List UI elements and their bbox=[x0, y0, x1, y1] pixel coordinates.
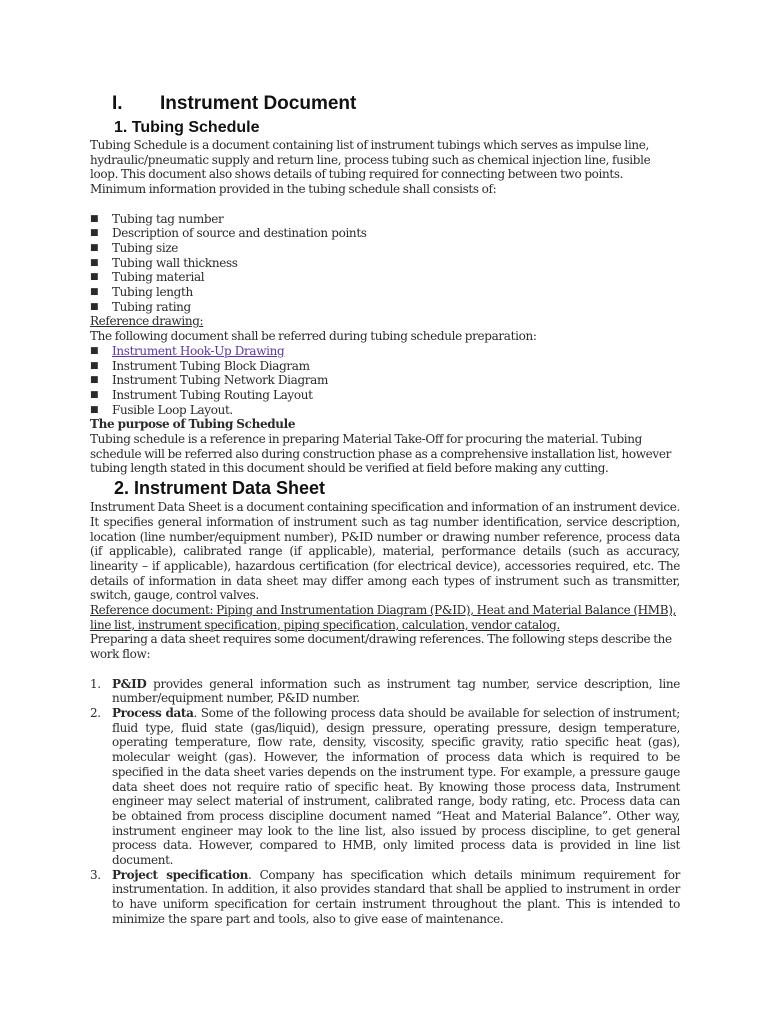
tubing-info-list bbox=[90, 212, 680, 315]
tubing-min-info: Minimum information provided in the tubing schedule shall consists of: bbox=[90, 182, 497, 197]
list-item: 3. Project specification. Company has specification which details minimum requirement for instrumentation. In addition, it also provides standard that shall be applied to instrument in order to have uniform specification for certain instrument throughout the plant. This is intended to minimize the spare part and tools, also to give ease of maintenance. bbox=[90, 867, 680, 926]
document-page bbox=[90, 90, 680, 927]
list-item: ■ Instrument Tubing Network Diagram bbox=[90, 373, 328, 388]
hook-up-drawing-link[interactable]: Instrument Hook-Up Drawing bbox=[112, 343, 285, 358]
reference-drawing-intro: The following document shall be referred during tubing schedule preparation: bbox=[90, 329, 537, 344]
data-sheet-heading: 2. Instrument Data Sheet bbox=[114, 478, 326, 499]
list-item: ■ Tubing wall thickness bbox=[90, 255, 238, 270]
list-item: ■ Tubing length bbox=[90, 285, 193, 300]
list-item: 1. P&ID provides general information such as instrument tag number, service description, line number/equipment number, P&ID number. bbox=[90, 676, 680, 706]
list-item: ■ Tubing size bbox=[90, 240, 179, 255]
data-sheet-intro: Instrument Data Sheet is a document containing specification and information of an instrument device. It specifies general information of instrument such as tag number identification, service description, location (line number/equipment number), P&ID number or drawing number reference, process data (if applicable), calibrated range (if applicable), material, performance details (such as accuracy, linearity – if applicable), hazardous certification (for electrical device), accessories required, etc. The details of information in data sheet may differ among each types of instrument such as transmitter, switch, gauge, control valves. bbox=[90, 500, 680, 603]
list-item: ■ Tubing material bbox=[90, 270, 205, 285]
step-title: Process data bbox=[112, 705, 194, 720]
tubing-intro: Tubing Schedule is a document containing list of instrument tubings which serves as impulse line, hydraulic/pneumatic supply and return line, process tubing such as chemical injection line, fusible loop. This document also shows details of tubing required for connecting between two points. bbox=[90, 138, 651, 182]
list-item: ■ Instrument Hook-Up Drawing bbox=[90, 343, 285, 358]
list-item: ■ Instrument Tubing Block Diagram bbox=[90, 358, 310, 373]
list-item: 2. Process data. Some of the following process data should be available for selection of instrument; fluid type, fluid state (gas/liquid), design pressure, operating pressure, design temperature, operating temperature, flow rate, density, viscosity, specific gravity, ratio specific heat (gas), molecular weight (gas). However, the information of process data which is required to be specified in the data sheet varies depends on the instrument type. For example, a pressure gauge data sheet does not require ratio of specific heat. By knowing those process data, Instrument engineer may select material of instrument, calibrated range, body rating, etc. Process data can be obtained from process discipline document named “Heat and Material Balance”. Other way, instrument engineer may look to the line list, also issued by process discipline, to get general process data. However, compared to HMB, only limited process data is provided in line list document. bbox=[90, 705, 681, 868]
reference-drawing-list bbox=[90, 344, 680, 418]
list-item: ■ Tubing tag number bbox=[90, 211, 224, 226]
list-item: ■ Description of source and destination points bbox=[90, 226, 367, 241]
step-title: Project specification bbox=[112, 867, 248, 882]
reference-drawing-label: Reference drawing: bbox=[90, 314, 204, 329]
list-item: ■ Instrument Tubing Routing Layout bbox=[90, 387, 313, 402]
list-item: ■ Fusible Loop Layout. bbox=[90, 402, 233, 417]
workflow-steps bbox=[90, 677, 680, 927]
list-item: ■ Tubing rating bbox=[90, 299, 191, 314]
step-title: P&ID bbox=[112, 676, 147, 691]
data-sheet-prep: Preparing a data sheet requires some document/drawing references. The following steps describe the work flow: bbox=[90, 632, 672, 662]
main-heading bbox=[112, 90, 680, 118]
purpose-heading: The purpose of Tubing Schedule bbox=[90, 417, 296, 432]
reference-document: Reference document: Piping and Instrumentation Diagram (P&ID), Heat and Material Balance (HMB), line list, instrument specification, piping specification, calculation, vendor catalog. bbox=[90, 603, 676, 632]
purpose-text: Tubing schedule is a reference in preparing Material Take-Off for procuring the material. Tubing schedule will be referred also during construction phase as a comprehensive installation list, however tubing length stated in this document should be verified at field before making any cutting. bbox=[90, 432, 672, 476]
main-heading-number: I. bbox=[112, 93, 123, 114]
main-heading-title: Instrument Document bbox=[160, 93, 357, 114]
tubing-schedule-heading: 1. Tubing Schedule bbox=[114, 119, 260, 136]
